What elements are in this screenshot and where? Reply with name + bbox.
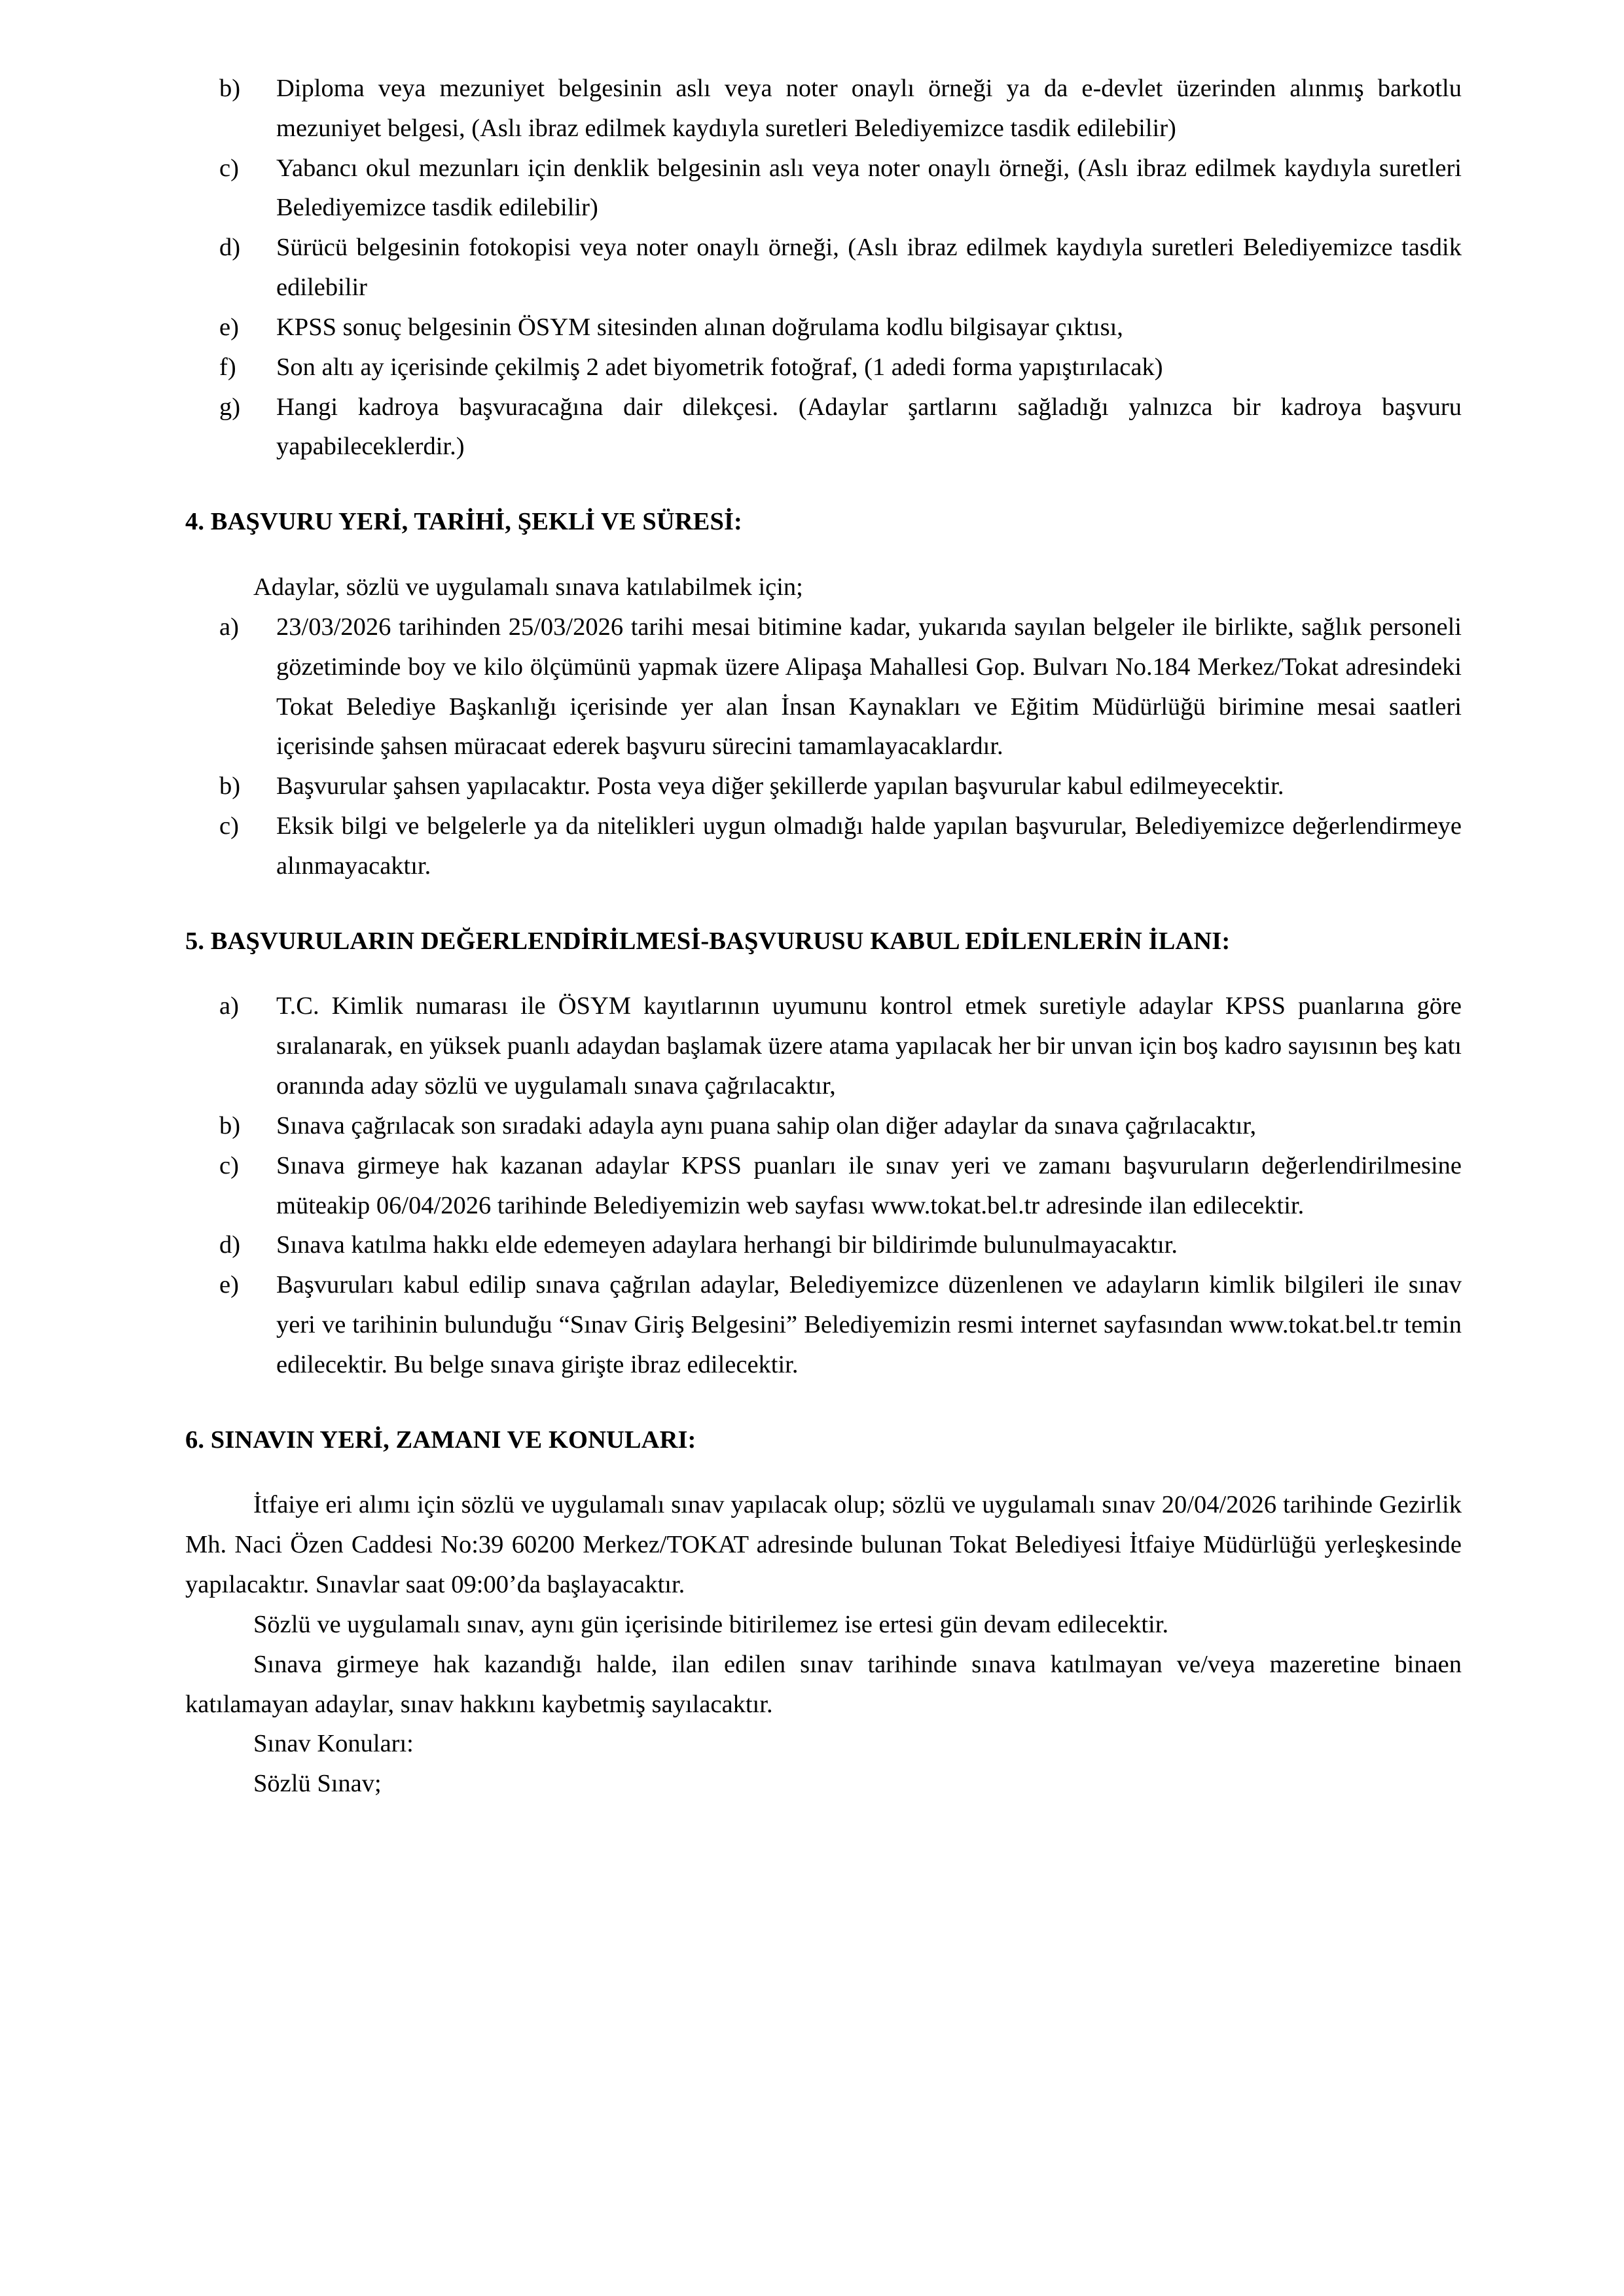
list-item: [219, 149, 1462, 228]
spacer: [185, 886, 1462, 923]
list-item-text: Yabancı okul mezunları için denklik belgesinin aslı veya noter onaylı örneği, (Aslı ibraz edilmek kaydıyla suretleri Belediyemizce tasdik edilebilir): [276, 154, 1462, 222]
list-item-text: KPSS sonuç belgesinin ÖSYM sitesinden alınan doğrulama kodlu bilgisayar çıktısı,: [276, 313, 1123, 341]
list-item-text: Başvuruları kabul edilip sınava çağrılan adaylar, Belediyemizce düzenlenen ve adayların kimlik bilgileri ile sınav yeri ve tarihinin bulunduğu “Sınav Giriş Belgesini” Belediyemizin resmi internet sayfasından www.tokat.bel.tr temin edilecektir. Bu belge sınava girişte ibraz edilecektir.: [276, 1271, 1462, 1378]
list-item: [219, 766, 1462, 806]
section-5-list: [185, 986, 1462, 1384]
list-item: [219, 986, 1462, 1105]
list-marker: g): [219, 393, 241, 421]
list-item: [219, 1106, 1462, 1146]
list-marker: a): [219, 613, 239, 641]
continued-document-list: [185, 69, 1462, 467]
spacer: [185, 1459, 1462, 1485]
list-item-text: 23/03/2026 tarihinden 25/03/2026 tarihi mesai bitimine kadar, yukarıda sayılan belgeler ile birlikte, sağlık personeli gözetiminde boy ve kilo ölçümünü yapmak üzere Alipaşa Mahallesi Gop. Bulvarı No.184 Merkez/Tokat adresindeki Tokat Belediye Başkanlığı içerisinde yer alan İnsan Kaynakları ve Eğitim Müdürlüğü birimine mesai saatleri içerisinde şahsen müracaat ederek başvuru sürecini tamamlayacaklardır.: [276, 613, 1462, 761]
section-6-paragraph-2: Sözlü ve uygulamalı sınav, aynı gün içerisinde bitirilemez ise ertesi gün devam edilecektir.: [253, 1610, 1169, 1638]
section-4-heading: 4. BAŞVURU YERİ, TARİHİ, ŞEKLİ VE SÜRESİ:: [185, 508, 742, 536]
list-marker: b): [219, 75, 241, 102]
list-marker: b): [219, 1111, 241, 1139]
list-marker: d): [219, 1231, 241, 1259]
list-marker: c): [219, 812, 239, 840]
exam-subjects-label: Sınav Konuları:: [253, 1730, 414, 1758]
section-4-list: [185, 607, 1462, 886]
list-item: [219, 308, 1462, 348]
spacer: [185, 467, 1462, 503]
list-item-text: Sınava girmeye hak kazanan adaylar KPSS puanları ile sınav yeri ve zamanı başvuruların değerlendirilmesine müteakip 06/04/2026 tarihinde Belediyemizin web sayfası www.tokat.bel.tr adresinde ilan edilecektir.: [276, 1151, 1462, 1219]
list-item-text: Başvurular şahsen yapılacaktır. Posta veya diğer şekillerde yapılan başvurular kabul edilmeyecektir.: [276, 772, 1284, 800]
list-item: [219, 69, 1462, 149]
list-marker: c): [219, 1151, 239, 1179]
list-item-text: Eksik bilgi ve belgelerle ya da nitelikleri uygun olmadığı halde yapılan başvurular, Belediyemizce değerlendirmeye alınmayacaktır.: [276, 812, 1462, 880]
list-item: [219, 806, 1462, 886]
list-marker: f): [219, 353, 236, 381]
list-item-text: Sınava çağrılacak son sıradaki adayla aynı puana sahip olan diğer adaylar da sınava çağrılacaktır,: [276, 1111, 1257, 1139]
section-5-heading: 5. BAŞVURULARIN DEĞERLENDİRİLMESİ-BAŞVURUSU KABUL EDİLENLERİN İLANI:: [185, 927, 1231, 955]
list-item: [219, 1265, 1462, 1384]
list-item-text: Diploma veya mezuniyet belgesinin aslı veya noter onaylı örneği ya da e-devlet üzerinden alınmış barkotlu mezuniyet belgesi, (Aslı ibraz edilmek kaydıyla suretleri Belediyemizce tasdik edilebilir): [276, 75, 1462, 142]
list-item: [219, 228, 1462, 308]
list-item: [219, 1146, 1462, 1226]
list-item: [219, 348, 1462, 387]
spacer: [185, 541, 1462, 567]
list-marker: c): [219, 154, 239, 182]
list-item-text: Hangi kadroya başvuracağına dair dilekçesi. (Adaylar şartlarını sağladığı yalnızca bir kadroya başvuru yapabileceklerdir.): [276, 393, 1462, 461]
list-item: [219, 607, 1462, 766]
list-marker: e): [219, 313, 239, 341]
list-item-text: T.C. Kimlik numarası ile ÖSYM kayıtlarının uyumunu kontrol etmek suretiyle adaylar KPSS puanlarına göre sıralanarak, en yüksek puanlı adaydan başlamak üzere atama yapılacak her bir unvan için boş kadro sayısının beş katı oranında aday sözlü ve uygulamalı sınava çağrılacaktır,: [276, 992, 1462, 1100]
list-item-text: Sınava katılma hakkı elde edemeyen adaylara herhangi bir bildirimde bulunulmayacaktır.: [276, 1231, 1178, 1259]
list-item-text: Son altı ay içerisinde çekilmiş 2 adet biyometrik fotoğraf, (1 adedi forma yapıştırılacak): [276, 353, 1163, 381]
section-6-paragraph-3: Sınava girmeye hak kazandığı halde, ilan edilen sınav tarihinde sınava katılmayan ve/veya mazeretine binaen katılamayan adaylar, sınav hakkını kaybetmiş sayılacaktır.: [185, 1650, 1462, 1718]
document-body: [185, 69, 1462, 1804]
list-item: [219, 1225, 1462, 1265]
list-item-text: Sürücü belgesinin fotokopisi veya noter onaylı örneği, (Aslı ibraz edilmek kaydıyla suretleri Belediyemizce tasdik edilebilir: [276, 234, 1462, 302]
list-marker: e): [219, 1271, 239, 1299]
section-4-intro: Adaylar, sözlü ve uygulamalı sınava katılabilmek için;: [253, 573, 803, 601]
spacer: [185, 1385, 1462, 1422]
section-6-heading: 6. SINAVIN YERİ, ZAMANI VE KONULARI:: [185, 1426, 696, 1454]
spacer: [185, 960, 1462, 986]
list-item: [219, 387, 1462, 467]
list-marker: d): [219, 234, 241, 262]
oral-exam-label: Sözlü Sınav;: [253, 1770, 382, 1798]
section-6-paragraph-1: İtfaiye eri alımı için sözlü ve uygulamalı sınav yapılacak olup; sözlü ve uygulamalı sınav 20/04/2026 tarihinde Gezirlik Mh. Naci Özen Caddesi No:39 60200 Merkez/TOKAT adresinde bulunan Tokat Belediyesi İtfaiye Müdürlüğü yerleşkesinde yapılacaktır. Sınavlar saat 09:00’da başlayacaktır.: [185, 1491, 1462, 1599]
list-marker: a): [219, 992, 239, 1020]
list-marker: b): [219, 772, 241, 800]
